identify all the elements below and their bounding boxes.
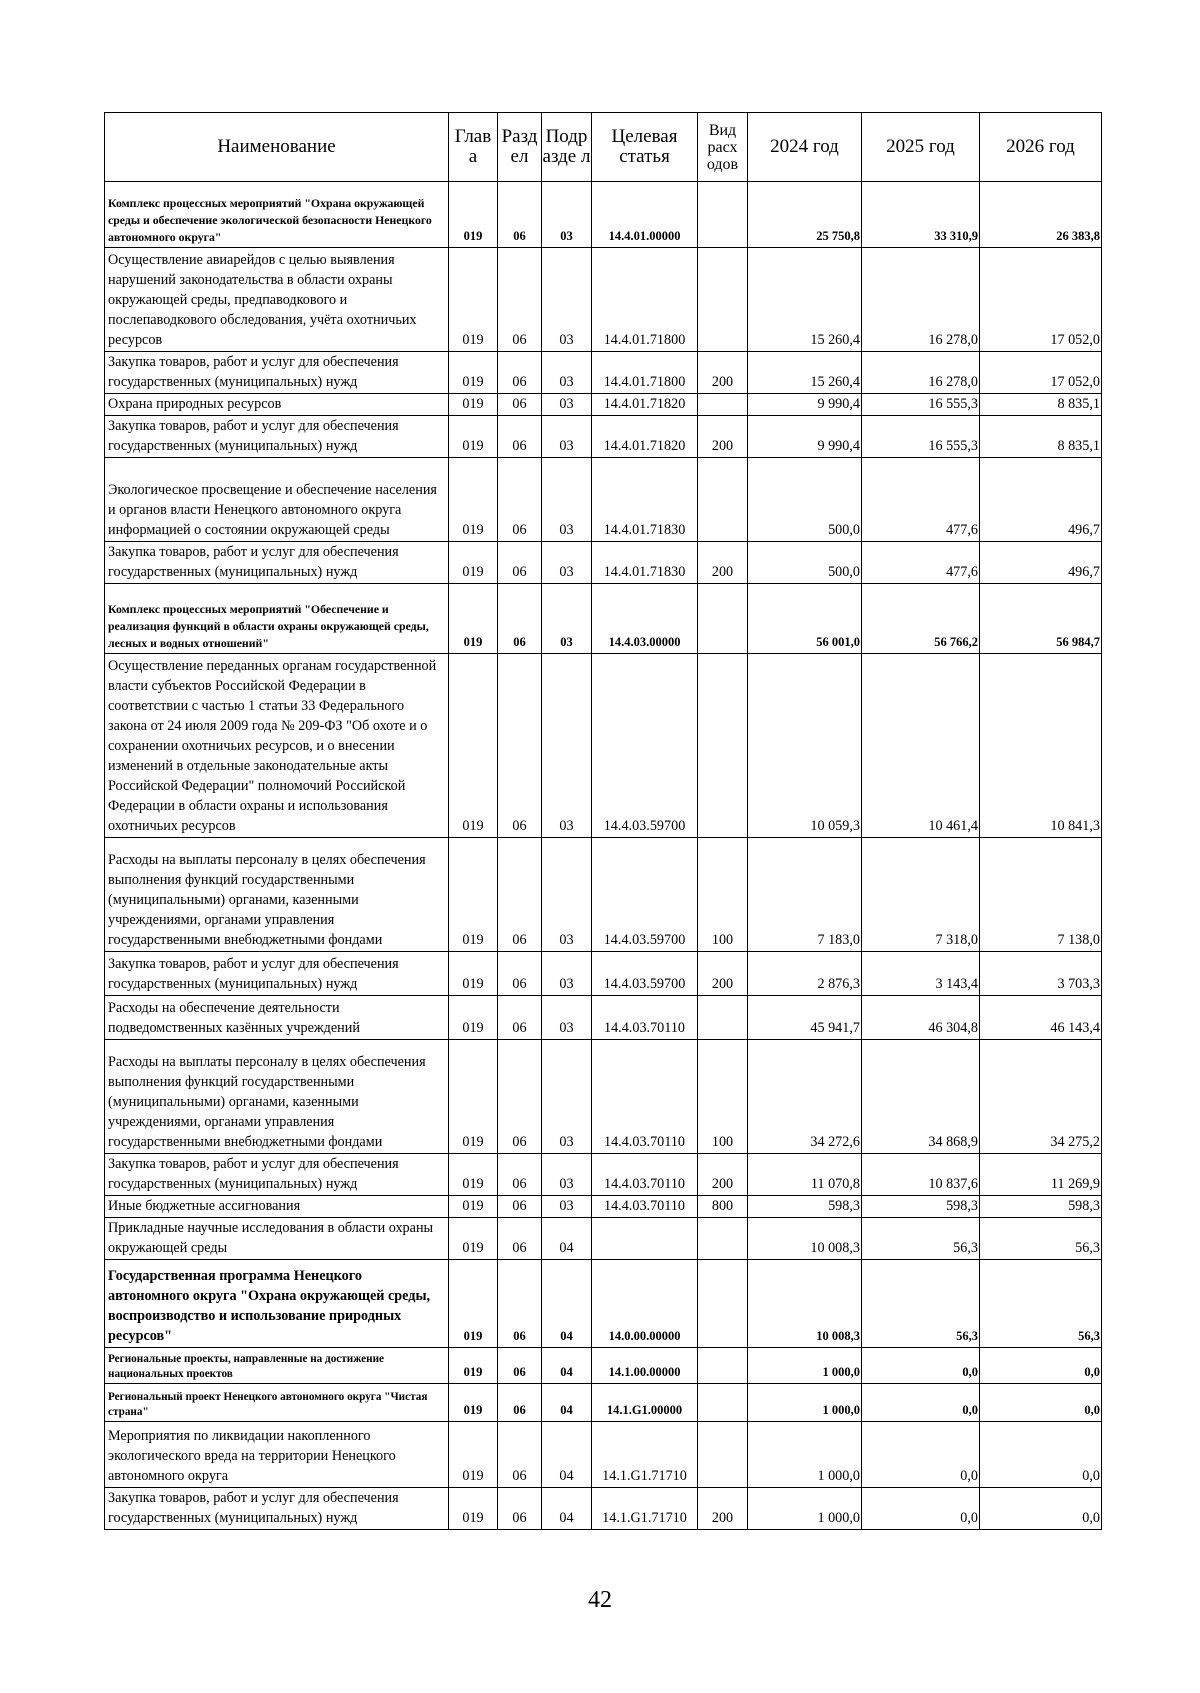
- table-header-row: [105, 113, 1102, 182]
- row-glava: 019: [449, 1260, 498, 1348]
- row-glava: 019: [449, 416, 498, 458]
- row-2025: 477,6: [862, 458, 980, 542]
- row-vid-rashodov: [698, 248, 748, 352]
- row-2025: 56,3: [862, 1218, 980, 1260]
- row-2026: 10 841,3: [980, 654, 1102, 838]
- row-cel-statya: 14.4.01.71830: [592, 458, 698, 542]
- row-2025: 3 143,4: [862, 952, 980, 996]
- row-glava: 019: [449, 248, 498, 352]
- row-vid-rashodov: [698, 584, 748, 654]
- table-row: [105, 394, 1102, 416]
- row-2025: 16 278,0: [862, 248, 980, 352]
- row-podrazdel: 03: [542, 1196, 592, 1218]
- row-glava: 019: [449, 1422, 498, 1488]
- row-glava: 019: [449, 542, 498, 584]
- header-name: Наименование: [105, 113, 449, 182]
- row-glava: 019: [449, 584, 498, 654]
- row-razdel: 06: [498, 996, 542, 1040]
- row-vid-rashodov: 800: [698, 1196, 748, 1218]
- row-glava: 019: [449, 182, 498, 248]
- row-2024: 598,3: [748, 1196, 862, 1218]
- row-2025: 0,0: [862, 1488, 980, 1530]
- row-2026: 496,7: [980, 542, 1102, 584]
- row-podrazdel: 04: [542, 1260, 592, 1348]
- row-cel-statya: 14.4.01.71830: [592, 542, 698, 584]
- row-2024: 15 260,4: [748, 352, 862, 394]
- row-razdel: 06: [498, 1488, 542, 1530]
- row-2025: 0,0: [862, 1422, 980, 1488]
- row-vid-rashodov: [698, 1260, 748, 1348]
- row-vid-rashodov: [698, 458, 748, 542]
- row-podrazdel: 03: [542, 952, 592, 996]
- header-podrazdel: Подр азде л: [542, 113, 592, 182]
- row-vid-rashodov: 200: [698, 1154, 748, 1196]
- row-razdel: 06: [498, 352, 542, 394]
- row-2026: 8 835,1: [980, 416, 1102, 458]
- table-row: [105, 542, 1102, 584]
- row-name: Иные бюджетные ассигнования: [105, 1196, 449, 1218]
- row-2024: 7 183,0: [748, 838, 862, 952]
- row-name: Комплекс процессных мероприятий "Охрана окружающей среды и обеспечение экологической безопасности Ненецкого автономного округа": [105, 182, 449, 248]
- row-razdel: 06: [498, 1348, 542, 1384]
- row-razdel: 06: [498, 838, 542, 952]
- table-row: [105, 584, 1102, 654]
- row-cel-statya: 14.4.01.00000: [592, 182, 698, 248]
- table-row: [105, 1154, 1102, 1196]
- row-razdel: 06: [498, 654, 542, 838]
- row-glava: 019: [449, 394, 498, 416]
- table-row: [105, 952, 1102, 996]
- row-podrazdel: 04: [542, 1384, 592, 1422]
- row-razdel: 06: [498, 394, 542, 416]
- row-cel-statya: 14.0.00.00000: [592, 1260, 698, 1348]
- row-podrazdel: 04: [542, 1348, 592, 1384]
- row-2026: 56,3: [980, 1218, 1102, 1260]
- row-2025: 16 555,3: [862, 394, 980, 416]
- row-cel-statya: 14.1.G1.00000: [592, 1384, 698, 1422]
- row-podrazdel: 03: [542, 458, 592, 542]
- budget-table: [104, 112, 1102, 1530]
- row-2026: 0,0: [980, 1422, 1102, 1488]
- row-2025: 34 868,9: [862, 1040, 980, 1154]
- row-podrazdel: 03: [542, 394, 592, 416]
- row-2024: 25 750,8: [748, 182, 862, 248]
- row-2025: 46 304,8: [862, 996, 980, 1040]
- row-2026: 34 275,2: [980, 1040, 1102, 1154]
- table-row: [105, 416, 1102, 458]
- row-name: Закупка товаров, работ и услуг для обеспечения государственных (муниципальных) нужд: [105, 1154, 449, 1196]
- table-row: [105, 352, 1102, 394]
- row-2026: 496,7: [980, 458, 1102, 542]
- row-glava: 019: [449, 1040, 498, 1154]
- row-vid-rashodov: 200: [698, 352, 748, 394]
- row-2026: 56 984,7: [980, 584, 1102, 654]
- row-2025: 7 318,0: [862, 838, 980, 952]
- page-number: 42: [588, 1587, 612, 1613]
- row-2026: 0,0: [980, 1488, 1102, 1530]
- row-glava: 019: [449, 1154, 498, 1196]
- table-row: [105, 996, 1102, 1040]
- row-podrazdel: 03: [542, 838, 592, 952]
- table-row: [105, 1218, 1102, 1260]
- row-vid-rashodov: 200: [698, 952, 748, 996]
- table-row: [105, 248, 1102, 352]
- row-podrazdel: 03: [542, 584, 592, 654]
- row-2026: 0,0: [980, 1348, 1102, 1384]
- row-glava: 019: [449, 1384, 498, 1422]
- row-cel-statya: [592, 1218, 698, 1260]
- row-vid-rashodov: [698, 182, 748, 248]
- row-2026: 17 052,0: [980, 352, 1102, 394]
- row-cel-statya: 14.4.03.70110: [592, 1196, 698, 1218]
- table-row: [105, 1384, 1102, 1422]
- row-vid-rashodov: 200: [698, 416, 748, 458]
- row-cel-statya: 14.4.03.70110: [592, 996, 698, 1040]
- row-2024: 500,0: [748, 542, 862, 584]
- row-vid-rashodov: 100: [698, 1040, 748, 1154]
- row-podrazdel: 03: [542, 416, 592, 458]
- row-2024: 1 000,0: [748, 1422, 862, 1488]
- table-row: [105, 654, 1102, 838]
- row-podrazdel: 03: [542, 654, 592, 838]
- row-glava: 019: [449, 1348, 498, 1384]
- table-row: [105, 1040, 1102, 1154]
- row-vid-rashodov: [698, 394, 748, 416]
- row-2024: 56 001,0: [748, 584, 862, 654]
- row-2026: 0,0: [980, 1384, 1102, 1422]
- header-2026: 2026 год: [980, 113, 1102, 182]
- row-vid-rashodov: [698, 1218, 748, 1260]
- row-name: Осуществление авиарейдов с целью выявления нарушений законодательства в области охраны окружающей среды, предпаводкового и послепаводкового обследования, учёта охотничьих ресурсов: [105, 248, 449, 352]
- row-name: Расходы на выплаты персоналу в целях обеспечения выполнения функций государственными (муниципальными) органами, казенными учреждениями, органами управления государственными внебюджетными фондами: [105, 838, 449, 952]
- row-2024: 1 000,0: [748, 1348, 862, 1384]
- header-razdel: Разд ел: [498, 113, 542, 182]
- row-name: Экологическое просвещение и обеспечение населения и органов власти Ненецкого автономного округа информацией о состоянии окружающей среды: [105, 458, 449, 542]
- row-2025: 16 278,0: [862, 352, 980, 394]
- row-name: Охрана природных ресурсов: [105, 394, 449, 416]
- row-2026: 8 835,1: [980, 394, 1102, 416]
- row-2025: 0,0: [862, 1348, 980, 1384]
- row-2024: 10 008,3: [748, 1218, 862, 1260]
- row-podrazdel: 03: [542, 182, 592, 248]
- row-name: Мероприятия по ликвидации накопленного экологического вреда на территории Ненецкого автономного округа: [105, 1422, 449, 1488]
- row-2024: 1 000,0: [748, 1488, 862, 1530]
- row-2024: 34 272,6: [748, 1040, 862, 1154]
- row-glava: 019: [449, 996, 498, 1040]
- row-2026: 26 383,8: [980, 182, 1102, 248]
- row-razdel: 06: [498, 248, 542, 352]
- row-2025: 56,3: [862, 1260, 980, 1348]
- row-name: Расходы на выплаты персоналу в целях обеспечения выполнения функций государственными (муниципальными) органами, казенными учреждениями, органами управления государственными внебюджетными фондами: [105, 1040, 449, 1154]
- row-2025: 56 766,2: [862, 584, 980, 654]
- row-2024: 2 876,3: [748, 952, 862, 996]
- row-2024: 1 000,0: [748, 1384, 862, 1422]
- row-podrazdel: 03: [542, 352, 592, 394]
- table-row: [105, 1422, 1102, 1488]
- row-podrazdel: 04: [542, 1488, 592, 1530]
- row-glava: 019: [449, 952, 498, 996]
- row-2025: 16 555,3: [862, 416, 980, 458]
- header-glava: Глав а: [449, 113, 498, 182]
- row-name: Закупка товаров, работ и услуг для обеспечения государственных (муниципальных) нужд: [105, 1488, 449, 1530]
- row-name: Осуществление переданных органам государственной власти субъектов Российской Федерации в соответствии с частью 1 статьи 33 Федерального закона от 24 июля 2009 года № 209-ФЗ "Об охоте и о сохранении охотничьих ресурсов, и о внесении изменений в отдельные законодательные акты Российской Федерации" полномочий Российской Федерации в области охраны и использования охотничьих ресурсов: [105, 654, 449, 838]
- row-razdel: 06: [498, 1260, 542, 1348]
- row-2025: 33 310,9: [862, 182, 980, 248]
- row-razdel: 06: [498, 458, 542, 542]
- row-glava: 019: [449, 1488, 498, 1530]
- row-2025: 10 461,4: [862, 654, 980, 838]
- row-podrazdel: 03: [542, 542, 592, 584]
- table-row: [105, 182, 1102, 248]
- row-2024: 45 941,7: [748, 996, 862, 1040]
- row-name: Закупка товаров, работ и услуг для обеспечения государственных (муниципальных) нужд: [105, 952, 449, 996]
- row-vid-rashodov: [698, 1384, 748, 1422]
- row-podrazdel: 03: [542, 1040, 592, 1154]
- row-name: Закупка товаров, работ и услуг для обеспечения государственных (муниципальных) нужд: [105, 416, 449, 458]
- row-razdel: 06: [498, 1384, 542, 1422]
- row-glava: 019: [449, 458, 498, 542]
- row-cel-statya: 14.1.G1.71710: [592, 1422, 698, 1488]
- row-vid-rashodov: [698, 1348, 748, 1384]
- row-2024: 9 990,4: [748, 394, 862, 416]
- row-name: Расходы на обеспечение деятельности подведомственных казённых учреждений: [105, 996, 449, 1040]
- row-podrazdel: 03: [542, 1154, 592, 1196]
- row-glava: 019: [449, 1196, 498, 1218]
- row-cel-statya: 14.4.03.59700: [592, 952, 698, 996]
- row-2026: 598,3: [980, 1196, 1102, 1218]
- row-razdel: 06: [498, 416, 542, 458]
- row-name: Прикладные научные исследования в области охраны окружающей среды: [105, 1218, 449, 1260]
- header-2025: 2025 год: [862, 113, 980, 182]
- row-vid-rashodov: [698, 1422, 748, 1488]
- row-2024: 10 059,3: [748, 654, 862, 838]
- row-glava: 019: [449, 654, 498, 838]
- row-2026: 46 143,4: [980, 996, 1102, 1040]
- row-name: Комплекс процессных мероприятий "Обеспечение и реализация функций в области охраны окружающей среды, лесных и водных отношений": [105, 584, 449, 654]
- row-glava: 019: [449, 1218, 498, 1260]
- row-razdel: 06: [498, 182, 542, 248]
- row-cel-statya: 14.4.03.59700: [592, 654, 698, 838]
- table-row: [105, 838, 1102, 952]
- row-2025: 477,6: [862, 542, 980, 584]
- row-2026: 56,3: [980, 1260, 1102, 1348]
- row-cel-statya: 14.1.00.00000: [592, 1348, 698, 1384]
- row-razdel: 06: [498, 542, 542, 584]
- row-2026: 7 138,0: [980, 838, 1102, 952]
- row-razdel: 06: [498, 952, 542, 996]
- row-cel-statya: 14.4.01.71820: [592, 394, 698, 416]
- header-cel-statya: Целевая статья: [592, 113, 698, 182]
- row-2024: 11 070,8: [748, 1154, 862, 1196]
- row-razdel: 06: [498, 1040, 542, 1154]
- row-2024: 15 260,4: [748, 248, 862, 352]
- row-2025: 598,3: [862, 1196, 980, 1218]
- header-vid-rashodov: Вид расх одов: [698, 113, 748, 182]
- row-name: Закупка товаров, работ и услуг для обеспечения государственных (муниципальных) нужд: [105, 542, 449, 584]
- row-podrazdel: 03: [542, 248, 592, 352]
- row-vid-rashodov: [698, 996, 748, 1040]
- row-name: Региональный проект Ненецкого автономного округа "Чистая страна": [105, 1384, 449, 1422]
- row-cel-statya: 14.4.01.71820: [592, 416, 698, 458]
- row-cel-statya: 14.1.G1.71710: [592, 1488, 698, 1530]
- table-row: [105, 458, 1102, 542]
- row-vid-rashodov: 100: [698, 838, 748, 952]
- row-podrazdel: 03: [542, 996, 592, 1040]
- row-name: Закупка товаров, работ и услуг для обеспечения государственных (муниципальных) нужд: [105, 352, 449, 394]
- table-row: [105, 1488, 1102, 1530]
- row-cel-statya: 14.4.03.70110: [592, 1040, 698, 1154]
- row-cel-statya: 14.4.01.71800: [592, 352, 698, 394]
- row-razdel: 06: [498, 1218, 542, 1260]
- row-2024: 9 990,4: [748, 416, 862, 458]
- row-vid-rashodov: 200: [698, 542, 748, 584]
- row-cel-statya: 14.4.03.59700: [592, 838, 698, 952]
- table-row: [105, 1260, 1102, 1348]
- row-podrazdel: 04: [542, 1422, 592, 1488]
- row-2025: 0,0: [862, 1384, 980, 1422]
- header-2024: 2024 год: [748, 113, 862, 182]
- row-razdel: 06: [498, 1422, 542, 1488]
- row-razdel: 06: [498, 1196, 542, 1218]
- row-glava: 019: [449, 352, 498, 394]
- row-cel-statya: 14.4.03.00000: [592, 584, 698, 654]
- table-row: [105, 1348, 1102, 1384]
- row-2026: 17 052,0: [980, 248, 1102, 352]
- row-glava: 019: [449, 838, 498, 952]
- row-name: Региональные проекты, направленные на достижение национальных проектов: [105, 1348, 449, 1384]
- row-2024: 10 008,3: [748, 1260, 862, 1348]
- row-2024: 500,0: [748, 458, 862, 542]
- row-razdel: 06: [498, 1154, 542, 1196]
- row-vid-rashodov: 200: [698, 1488, 748, 1530]
- row-cel-statya: 14.4.03.70110: [592, 1154, 698, 1196]
- row-vid-rashodov: [698, 654, 748, 838]
- row-2026: 11 269,9: [980, 1154, 1102, 1196]
- row-podrazdel: 04: [542, 1218, 592, 1260]
- row-2025: 10 837,6: [862, 1154, 980, 1196]
- row-name: Государственная программа Ненецкого автономного округа "Охрана окружающей среды, воспроизводство и использование природных ресурсов": [105, 1260, 449, 1348]
- row-cel-statya: 14.4.01.71800: [592, 248, 698, 352]
- row-2026: 3 703,3: [980, 952, 1102, 996]
- table-row: [105, 1196, 1102, 1218]
- row-razdel: 06: [498, 584, 542, 654]
